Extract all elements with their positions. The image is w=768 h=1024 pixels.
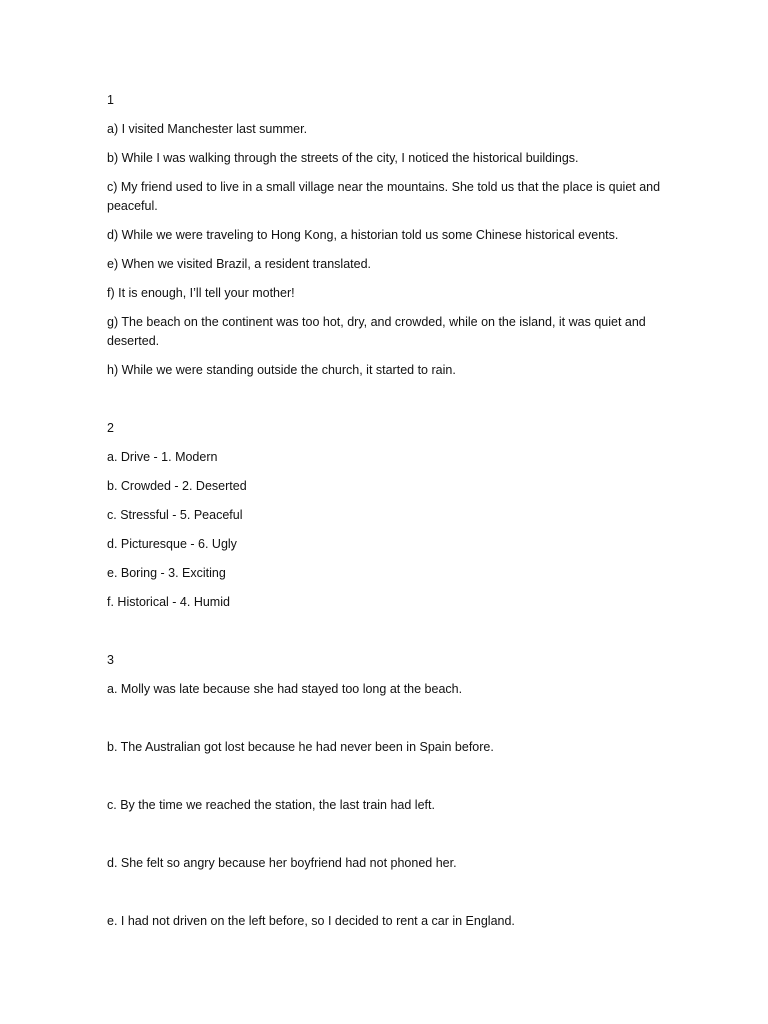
document-body [107,91,667,970]
answer-line: e) When we visited Brazil, a resident translated. [107,257,372,271]
answer-line: f) It is enough, I’ll tell your mother! [107,286,295,300]
sentence-line: e. I had not driven on the left before, so I decided to rent a car in England. [107,914,515,928]
match-line: a. Drive - 1. Modern [107,450,218,464]
match-line: f. Historical - 4. Humid [107,595,230,609]
answer-line: d) While we were traveling to Hong Kong, a historian told us some Chinese historical events. [107,228,619,242]
answer-line: a) I visited Manchester last summer. [107,122,308,136]
sentence-line: c. By the time we reached the station, the last train had left. [107,798,435,812]
answer-line: c) My friend used to live in a small village near the mountains. She told us that the place is quiet and peaceful. [107,180,661,213]
section-1 [107,91,667,380]
section-number: 3 [107,653,114,667]
answer-line: h) While we were standing outside the church, it started to rain. [107,363,456,377]
section-spacer [107,622,667,651]
answer-line: g) The beach on the continent was too hot, dry, and crowded, while on the island, it was quiet and deserted. [107,315,646,348]
match-line: d. Picturesque - 6. Ugly [107,537,237,551]
section-2 [107,419,667,612]
match-line: e. Boring - 3. Exciting [107,566,226,580]
section-number: 2 [107,421,114,435]
sentence-line: a. Molly was late because she had stayed too long at the beach. [107,682,463,696]
sentence-line: d. She felt so angry because her boyfriend had not phoned her. [107,856,457,870]
section-number: 1 [107,93,114,107]
match-line: b. Crowded - 2. Deserted [107,479,247,493]
section-3 [107,651,667,931]
match-line: c. Stressful - 5. Peaceful [107,508,243,522]
section-spacer [107,390,667,419]
answer-line: b) While I was walking through the streets of the city, I noticed the historical buildings. [107,151,579,165]
sentence-line: b. The Australian got lost because he had never been in Spain before. [107,740,494,754]
